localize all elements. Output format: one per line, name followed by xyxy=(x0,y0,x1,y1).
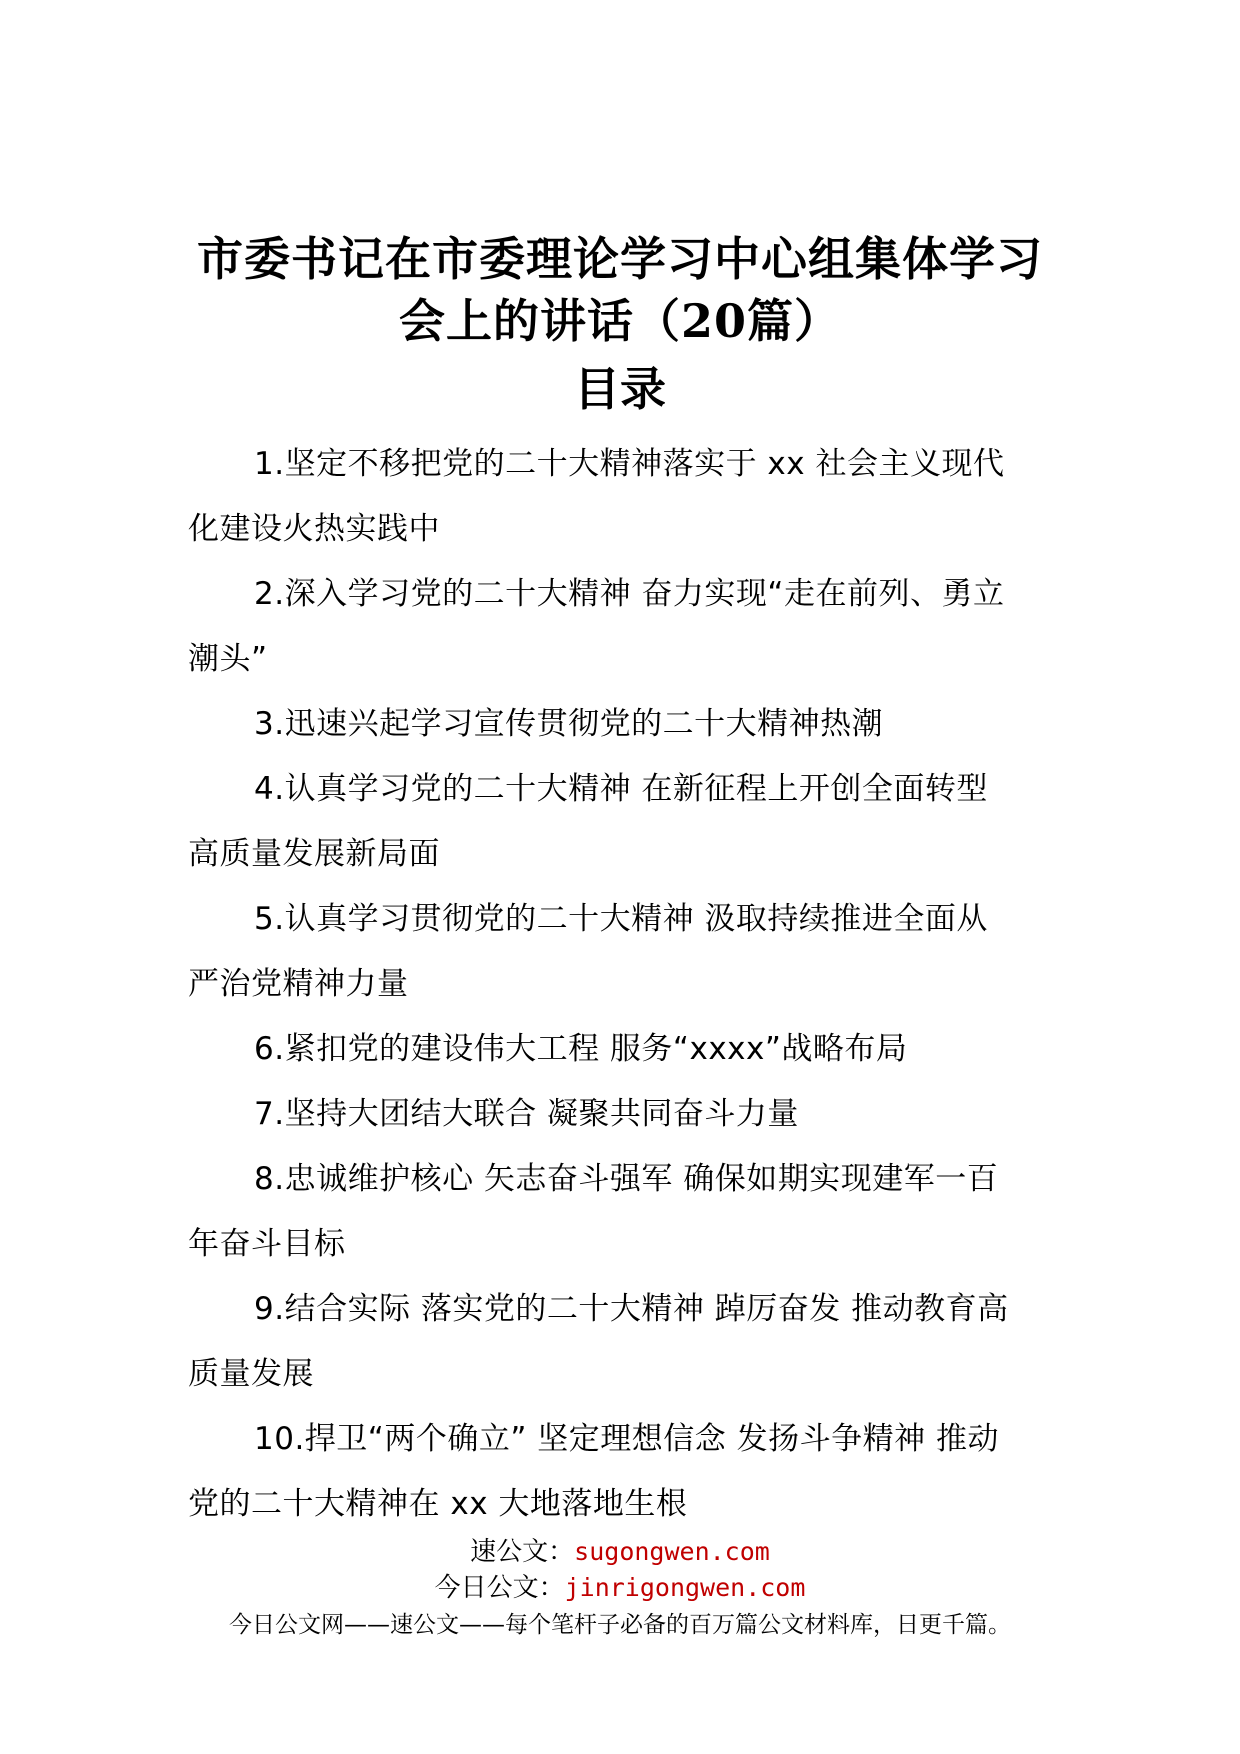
toc-item xyxy=(188,1147,1058,1277)
toc-item-continuation: 潮头” xyxy=(188,641,268,677)
toc-item-continuation: 党的二十大精神在 xx 大地落地生根 xyxy=(188,1486,688,1522)
toc-item xyxy=(188,1082,1058,1147)
toc-item-text: 10.捍卫“两个确立” 坚定理想信念 发扬斗争精神 推动 xyxy=(254,1421,999,1457)
toc-item-text: 9.结合实际 落实党的二十大精神 踔厉奋发 推动教育高 xyxy=(254,1291,1009,1327)
toc-item xyxy=(188,757,1058,887)
toc-item-continuation: 化建设火热实践中 xyxy=(188,511,440,547)
footer-site-2 xyxy=(0,1570,1240,1606)
toc-item-continuation: 质量发展 xyxy=(188,1356,314,1392)
footer-slogan: 今日公文网——速公文——每个笔杆子必备的百万篇公文材料库，日更千篇。 xyxy=(229,1612,1011,1638)
toc-item-continuation: 年奋斗目标 xyxy=(188,1226,346,1262)
toc-item-continuation: 高质量发展新局面 xyxy=(188,836,440,872)
footer-site-2-link[interactable]: jinrigongwen.com xyxy=(564,1573,806,1602)
toc-item-text: 2.深入学习党的二十大精神 奋力实现“走在前列、勇立 xyxy=(254,576,1005,612)
title-line-2: 会上的讲话（20篇） xyxy=(398,294,841,348)
toc-item xyxy=(188,432,1058,562)
toc-heading: 目录 xyxy=(574,362,666,416)
toc-item xyxy=(188,1277,1058,1407)
toc-item-text: 4.认真学习党的二十大精神 在新征程上开创全面转型 xyxy=(254,771,988,807)
toc-item xyxy=(188,562,1058,692)
toc-item-text: 7.坚持大团结大联合 凝聚共同奋斗力量 xyxy=(254,1096,799,1132)
toc-item xyxy=(188,692,1058,757)
toc-item-continuation: 严治党精神力量 xyxy=(188,966,409,1002)
toc-item-text: 6.紧扣党的建设伟大工程 服务“xxxx”战略布局 xyxy=(254,1031,908,1067)
title-line-1: 市委书记在市委理论学习中心组集体学习 xyxy=(197,232,1043,286)
toc-item xyxy=(188,887,1058,1017)
toc-item-text: 1.坚定不移把党的二十大精神落实于 xx 社会主义现代 xyxy=(254,446,1005,482)
footer-site-1-label: 速公文： xyxy=(470,1537,575,1567)
toc-item-text: 3.迅速兴起学习宣传贯彻党的二十大精神热潮 xyxy=(254,706,884,742)
document-title xyxy=(150,228,1090,352)
footer-site-2-label: 今日公文： xyxy=(434,1573,565,1603)
toc-item xyxy=(188,1407,1058,1537)
toc-item xyxy=(188,1017,1058,1082)
table-of-contents xyxy=(188,432,1058,1537)
footer-site-1-link[interactable]: sugongwen.com xyxy=(574,1537,770,1566)
toc-item-text: 8.忠诚维护核心 矢志奋斗强军 确保如期实现建军一百 xyxy=(254,1161,999,1197)
footer xyxy=(0,1534,1240,1642)
footer-site-1 xyxy=(0,1534,1240,1570)
toc-item-text: 5.认真学习贯彻党的二十大精神 汲取持续推进全面从 xyxy=(254,901,988,937)
